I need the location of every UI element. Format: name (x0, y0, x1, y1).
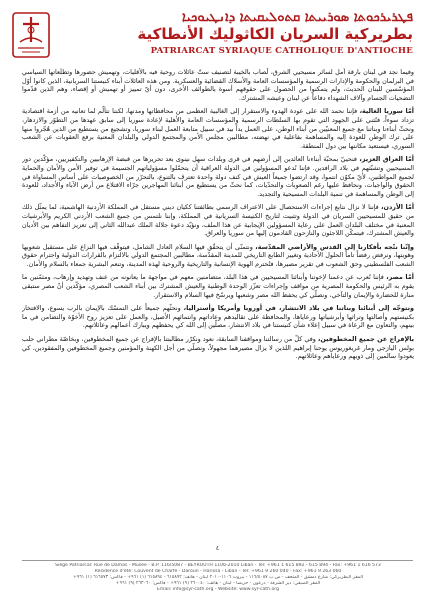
paragraph (22, 335, 414, 361)
paragraph-text: فإننا نُعرب عن دعمنا لإخوتنا وأبنائنا المسيحيين في هذا البلد، متضامنين معهم في مواجهة ما يعانونه من عنف وتهديد وإرهاب، ومثمّنين ما يقوم به الرئيس والحكومة المصرية من مواقف وإجراءات تعزّز الوحدة الوطنية والعيش المشترك بين أبناء الشعب المصري، مؤكّدين أنّ مصر ستبقى منارة للحضارة والإيمان والتآخي، ونصلّي كي يحفظ الله مصر وشعبها ويرسّخ فيها السلام والاستقرار. (22, 273, 414, 299)
paragraph (22, 203, 414, 237)
paragraph-lead: وإنّنا نتّجه بأفكارنا إلى القدس والأراضي المقدّسة، (255, 242, 414, 251)
paragraph-lead: أمّا سوريا الغالية، (359, 107, 414, 116)
footer-address-fr: Siège Patriarcal: Rue de Damas - Musée - B.P. 116/5087 - BEYROUTH 1106-2010 Liban - Tél: +961 1 615 892 - 615 894 - Fax: +961 1 616 573 (55, 563, 381, 568)
paragraph-lead: ونتوجّه إلى أبنائنا وبناتنا في بلاد الانتشار، في أوروبا وأمريكا وأستراليا، (183, 304, 414, 313)
paragraph-text: فإننا لا نزال نتابع إجراءات الاستحصال على الاعتراف الرسمي بطائفتنا ككيان ديني مستقل في المملكة الأردنية الهاشمية، لما يمثّل ذلك من حقيق للمسيحيين السريان في الدولة وتثبيت لتاريخ الكنيسة السريانية في المملكة، وإننا نلتمس من جميع الشعب الأردني الكريم والأبرشيات المعنية في مختلف البلدان العمل على رعاية المسؤولين الإيجابية عن هذا الملف، ونؤيّد دعوة جلالة الملك عبدالله الثاني إلى تعزيز التفاهم بين الأديان والعيش المشترك، فيتمكّن اللاجئون والنازحون القادمون إليها من سوريا والعراق. (22, 203, 414, 238)
footer-summer-ar: المقر الصيفي: دير الشرفة - درعون - حريصا - لبنان - هاتف: ٢٦٠٠٤٠ (٩) ٩٦١+ - فاكس: ٢٦٣٠٦٠ (٩) ٩٦١+ (115, 581, 321, 586)
arabic-title: بطريركية السريان الكاثوليك الأنطاكية (137, 25, 413, 43)
paragraph (22, 243, 414, 269)
paragraph-text: فنحييّ بمحبّة أبناءنا العائدين إلى أرضهم في قرى وبلدات سهل نينوى بعد تحريرها من قبضة الإرهابيين والتكفيريين، مؤكّدين دور المسيحيين وتشبّثهم في بلاد الرافدين. فإننا نُدعو المسؤولين في الدولة العراقية أن يتحمّلوا مسؤولياتهم الجسيمة في توفير الأمن والأمان والحماية لجميع المواطنين، لأيّ مكوّن انتموا، وقد ارتضوا جميعاً العيش في كنف دولة واحدة تعترف بالتنوع، بالتحرّر من الخصوصيات على أساس المساواة في الحقوق والواجبات، ونحافظ عليها رغم الصعوبات والتحدّيات، كما نحثّ من يستطيع من أبنائنا المهاجرين جرّاء الاقتلاع من أرض الآباء والأجداد، للعودة إلى الوطن والمساهمة في تنمية البلدات المسيحية والتجديد. (22, 155, 414, 198)
footer-contact: Email: info@syr-cath.org - Website: www.syr-cath.org (157, 587, 279, 592)
latin-title: PATRIARCAT SYRIAQUE CATHOLIQUE D'ANTIOCHE (150, 46, 413, 56)
footer-summer-fr: Résidence d'été: Couvent de Charfé - Daroun - Harissa - Liban - Tél: +961 9 260 040 - Fax: +961 9 263 060 (94, 569, 342, 574)
paragraph-text: ونحثّهم جميعاً على التمسّك بالإيمان بالرب يسوع، والافتخار بكنيستهم وأصالتها وتراثها وأبرشياتها ورعاياها، والمحافظة على تقاليدهم وعاداتهم وانتمائهم الأصيل، والعمل على تعزيز روح الأخوّة والتضامن في ما بينهم، والتعاون مع الرعاة في سبيل إعلاء شأن كنيستنا في بلاد الانتشار، مصلّين إلى الله كي يحفظهم ويبارك أعمالهم وعائلاتهم. (22, 304, 414, 330)
letter-body (22, 68, 414, 540)
letterhead (0, 8, 435, 60)
paragraph-text: ونتمنّى أن يتحقّق فيها السلام العادل الشامل، فيتوقّف فيها النزاع على مستقبل شعوبها وهويتها، ونرفض رفضاً تاماً الحلول الأحادية وتغيير الطابع التاريخي للمدينة المقدّسة، مطالبين المجتمع الدولي بالالتزام بالقرارات الدولية واحترام حقوق الشعب الفلسطيني وحق الشعوب في تقرير مصيرها، فتُحترم الهوية الإنسانية والتاريخية والروحية لهذه المدينة، وتنعم البشرية جمعاء بالسلام والأمان. (22, 242, 414, 268)
paragraph-lead: أمّا العراق العزيز، (359, 155, 414, 164)
paragraph (22, 107, 414, 150)
paragraph (22, 304, 414, 330)
paragraph-lead: أمّا مصر، (386, 273, 414, 282)
paragraph (22, 273, 414, 299)
paragraph (22, 68, 414, 102)
footer-divider (22, 560, 413, 561)
paragraph (22, 155, 414, 198)
footer (22, 563, 414, 593)
footer-address-ar: المقر البطريركي: شارع دمشق - المتحف - ص.ب ١١٦/٥٠٨٧ - بيروت ١١٠٦-٢٠١٠ لبنان - هاتف: ٦١٥٨٩٢ - ٦١٥٨٩٤ (١) ٩٦١+ - فاكس: ٦١٦٥٧٣ (١) ٩٦١+ (72, 575, 363, 580)
paragraph-text: فإننا نحمد الله على عودة الهدوء والاستقرار إلى الغالبية العظمى من محافظاتها ومدنها، لكننا نتألّم لما تعانيه من أزمة اقتصادية تزداد سوءاً، فنُثني على الجهود التي تقوم بها السلطات الرسمية والمؤسسات العامة والأهلية لإعادة سوريا إلى سابق عهدها من التطوّر والازدهار، ونحثّ أبناءنا وبناتنا مع جميع المعنيّين من أبناء الوطن، على العمل يداً بيد في سبيل متابعة العمل لبناء سوريا، وتشجيع من يستطيع من الذين هُجّروا منها على ترك الوطن للعودة إليه والمساهمة بفاعلية في نهضته، مطالبين مجلس الأمن والمجتمع الدولي والبلدان المعنية برفع العقوبات عن الشعب السوري، فيستعيد مكانتها بين دول المنطقة. (22, 107, 414, 150)
paragraph-lead: بالإفراج عن جميع المخطوفين، (317, 335, 414, 344)
paragraph-text: وفي كلّ من رسالتنا ومواقفنا السابقة، نعود ونكرّر مطالبتنا بالإفراج عن جميع المخطوفين، وبخاصّة مطراني حلب بولس اليازجي ومار غريغوريوس يوحنا إبراهيم اللذين لا يزال مصيرهما مجهولاً، ونصلّي من أجل الكهنة والمؤمنين وجميع المخطوفين والمفقودين، كي يعودوا سالمين إلى ذويهم ورعاياهم وعائلاتهم. (22, 335, 414, 361)
syriac-title: ܦܛܪܝܪܟܘܬܐ ܣܘܪܝܝܬܐ ܩܬܘܠܝܩܝܬܐ ܕܐܢܛܝܘܟܝܐ (181, 10, 413, 25)
page-number: ٤ (215, 545, 220, 552)
patriarchate-logo-icon (12, 12, 50, 58)
paragraph-lead: أمّا الأردن، (381, 203, 414, 212)
paragraph-text: وفيما نجد في لبنان بارقة أمل لسائر مسيحيي الشرق، لُصاب بالخيبة لتصنيف ستّ عائلات روحية فيه بالأقليات، وتهميش حضورها وتطلّعاتها السياسي في البرلمان والحكومة والإدارات الرسمية والمؤسسات العامة والأسلاك القضائية والعسكرية. ومن هذه العائلات أبناء كنيستنا السريانية، الذين كانوا أوّل المؤسّسين للبنان الحديث، ولم يتمكنوا من الحصول على حقوقهم أسوة بالطوائف الأخرى، دون أيّ تمييز أو تهميش أو إقصاء، وهم الذين قدّموا التضحيات الجسام وآلاف الشهداء دفاعاً عن لبنان وعيشه المشترك. (22, 68, 414, 102)
